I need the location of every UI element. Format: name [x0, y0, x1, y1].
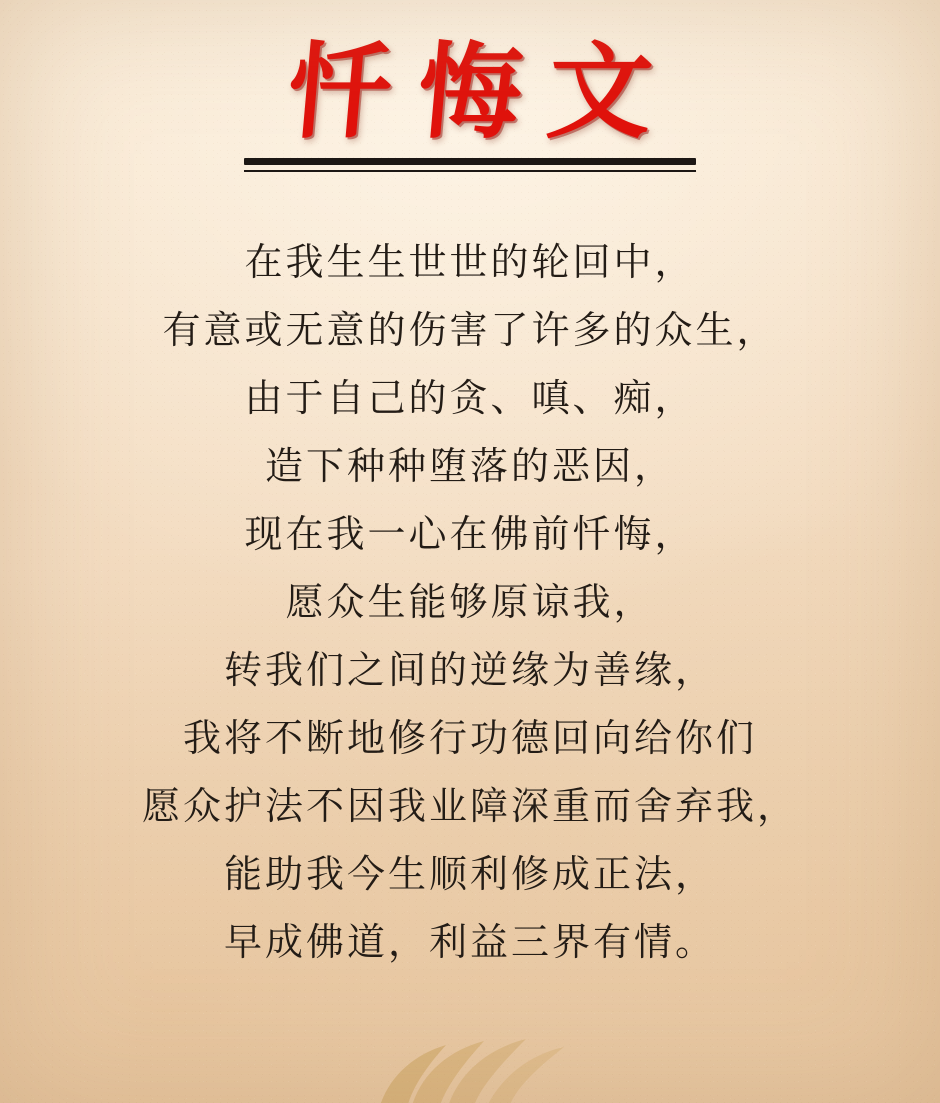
verse-line: 在我生生世世的轮回中，	[244, 240, 696, 284]
verse-body	[0, 228, 940, 976]
page-title: 忏悔文	[282, 30, 684, 153]
divider-thin-rule	[244, 170, 696, 172]
verse-line: 造下种种堕落的恶因，	[264, 444, 675, 488]
lotus-gold-ornament-icon	[260, 993, 680, 1103]
title-divider	[244, 158, 696, 172]
verse-line: 愿众生能够原谅我，	[285, 580, 655, 624]
verse-line: 现在我一心在佛前忏悔，	[244, 512, 696, 556]
verse-line: 愿众护法不因我业障深重而舍弃我，	[141, 784, 798, 828]
verse-line: 转我们之间的逆缘为善缘，	[223, 648, 716, 692]
verse-line: 早成佛道，利益三界有情。	[223, 920, 716, 964]
divider-thick-rule	[244, 158, 696, 165]
verse-line: 能助我今生顺利修成正法，	[223, 852, 716, 896]
verse-line: 由于自己的贪、嗔、痴，	[244, 376, 696, 420]
verse-line: 有意或无意的伤害了许多的众生，	[162, 308, 778, 352]
title-block	[0, 30, 940, 172]
verse-line: 我将不断地修行功德回向给你们	[182, 716, 757, 760]
